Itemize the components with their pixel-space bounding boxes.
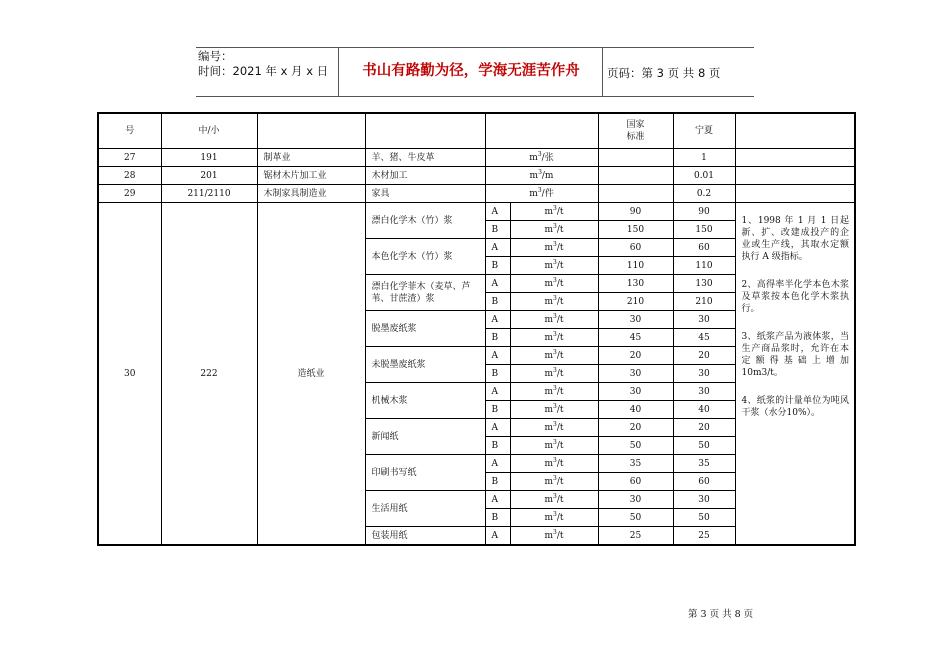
row-product: 本色化学木（竹）浆 — [365, 239, 485, 275]
row-grade: A — [485, 527, 510, 546]
row-unit: $m^3/t$ — [510, 455, 598, 473]
row-unit: $m^3/t$ — [510, 437, 598, 455]
row-grade: A — [485, 455, 510, 473]
row-national: 30 — [598, 383, 673, 401]
row-industry: 锯材木片加工业 — [257, 167, 365, 185]
row-unit: $m^3/t$ — [510, 221, 598, 239]
row-unit: $m^3/t$ — [510, 365, 598, 383]
table-row — [98, 167, 855, 185]
header-cell-number: 号 — [98, 113, 161, 149]
row-unit: $m^3/t$ — [510, 257, 598, 275]
row-grade: A — [485, 203, 510, 221]
row-grade: A — [485, 347, 510, 365]
row-ningxia: 0.01 — [673, 167, 735, 185]
row-unit: $m^3/t$ — [510, 527, 598, 546]
row-number: 28 — [98, 167, 161, 185]
row-unit: $m^3/t$ — [510, 239, 598, 257]
row-national: 150 — [598, 221, 673, 239]
row-national: 110 — [598, 257, 673, 275]
header-cell-remark — [735, 113, 855, 149]
document-number-label: 编号： — [198, 49, 233, 63]
row-unit: $m^3/t$ — [510, 329, 598, 347]
document-time-label: 时间：2021 年 x 月 x 日 — [198, 64, 329, 78]
header-top-rule — [196, 47, 754, 48]
row-ningxia: 60 — [673, 239, 735, 257]
row-ningxia: 20 — [673, 419, 735, 437]
row-unit: $m^3/t$ — [510, 509, 598, 527]
row-national — [598, 149, 673, 167]
row-national — [598, 185, 673, 203]
row-national: 130 — [598, 275, 673, 293]
row-grade: A — [485, 311, 510, 329]
header-cell-national: 国家 标准 — [598, 113, 673, 149]
row-ningxia: 25 — [673, 527, 735, 546]
row-national: 60 — [598, 473, 673, 491]
row-unit: $m^3/t$ — [510, 401, 598, 419]
row-national — [598, 167, 673, 185]
row-national: 90 — [598, 203, 673, 221]
row-product: 新闻纸 — [365, 419, 485, 455]
row-national: 30 — [598, 491, 673, 509]
row-national: 20 — [598, 347, 673, 365]
row-ningxia: 0.2 — [673, 185, 735, 203]
row-national: 30 — [598, 365, 673, 383]
row-grade: B — [485, 437, 510, 455]
row-grade: B — [485, 401, 510, 419]
row-ningxia: 30 — [673, 491, 735, 509]
header-page-label: 页码：第 3 页 共 8 页 — [607, 66, 721, 80]
row-unit: $m^3/t$ — [510, 491, 598, 509]
row-national: 210 — [598, 293, 673, 311]
row-grade: A — [485, 239, 510, 257]
row-unit: $m^3/t$ — [510, 311, 598, 329]
table-row — [98, 203, 855, 221]
row-product: 漂白化学木（竹）浆 — [365, 203, 485, 239]
row-product: 漂白化学菲木（麦草、芦苇、甘蔗渣）浆 — [365, 275, 485, 311]
row-national: 20 — [598, 419, 673, 437]
row-code: 201 — [161, 167, 257, 185]
row-grade: B — [485, 221, 510, 239]
row-national: 50 — [598, 437, 673, 455]
row-ningxia: 30 — [673, 311, 735, 329]
row-grade: B — [485, 509, 510, 527]
row-unit: $m^3/t$ — [510, 419, 598, 437]
header-motto: 书山有路勤为径，学海无涯苦作舟 — [362, 63, 580, 79]
row-national: 40 — [598, 401, 673, 419]
row-unit: $m^3/$件 — [485, 185, 598, 203]
row-ningxia: 210 — [673, 293, 735, 311]
header-cell-industry — [257, 113, 365, 149]
row-unit: $m^3/t$ — [510, 293, 598, 311]
header-cell-ningxia: 宁夏 — [673, 113, 735, 149]
row-grade: A — [485, 419, 510, 437]
row-ningxia: 1 — [673, 149, 735, 167]
row-unit: $m^3/t$ — [510, 203, 598, 221]
row-code: 191 — [161, 149, 257, 167]
row-remark — [735, 185, 855, 203]
row-industry: 制革业 — [257, 149, 365, 167]
page-footer: 第 3 页 共 8 页 — [688, 609, 754, 620]
row-unit: $m^3/t$ — [510, 383, 598, 401]
row-number: 29 — [98, 185, 161, 203]
row-product: 羊、猪、牛皮革 — [365, 149, 485, 167]
row-grade: B — [485, 257, 510, 275]
header-cell-product — [365, 113, 485, 149]
row-ningxia: 35 — [673, 455, 735, 473]
table-row — [98, 185, 855, 203]
header-meta — [198, 49, 338, 79]
row-product: 家具 — [365, 185, 485, 203]
row-product: 机械木浆 — [365, 383, 485, 419]
row-product: 包装用纸 — [365, 527, 485, 546]
row-ningxia: 150 — [673, 221, 735, 239]
row-ningxia: 50 — [673, 437, 735, 455]
row-industry: 木制家具制造业 — [257, 185, 365, 203]
row-remark — [735, 167, 855, 185]
row-ningxia: 30 — [673, 383, 735, 401]
row-grade: B — [485, 293, 510, 311]
row-grade: A — [485, 275, 510, 293]
header-divider-left — [338, 47, 339, 96]
row-national: 50 — [598, 509, 673, 527]
row-ningxia: 90 — [673, 203, 735, 221]
row-ningxia: 45 — [673, 329, 735, 347]
header-bottom-rule — [196, 96, 754, 97]
header-divider-right — [602, 47, 603, 96]
row-product: 木材加工 — [365, 167, 485, 185]
row-ningxia: 130 — [673, 275, 735, 293]
row-national: 35 — [598, 455, 673, 473]
row-industry: 造纸业 — [257, 203, 365, 546]
row-product: 生活用纸 — [365, 491, 485, 527]
table-row — [98, 149, 855, 167]
row-remark — [735, 149, 855, 167]
row-unit: $m^3/m$ — [485, 167, 598, 185]
row-grade: B — [485, 329, 510, 347]
row-national: 45 — [598, 329, 673, 347]
row-number: 27 — [98, 149, 161, 167]
row-code: 211/2110 — [161, 185, 257, 203]
row-ningxia: 50 — [673, 509, 735, 527]
row-ningxia: 30 — [673, 365, 735, 383]
row-ningxia: 40 — [673, 401, 735, 419]
row-ningxia: 60 — [673, 473, 735, 491]
water-quota-table — [97, 112, 856, 546]
row-product: 印刷书写纸 — [365, 455, 485, 491]
remark-notes: 1、1998 年 1 月 1 日起新、扩、改建成投产的企业或生产线，其取水定额执行 A 级指标。 2、高得率半化学本色木浆及草浆按本色化学木浆执行。 3、纸浆产品为液体浆，当生产商品浆时，允许在本定额得基础上增加10m3/t。 4、纸浆的计量单位为吨风干浆（水分10%）。 — [735, 203, 855, 546]
row-grade: A — [485, 491, 510, 509]
row-unit: $m^3/$张 — [485, 149, 598, 167]
row-grade: B — [485, 365, 510, 383]
row-unit: $m^3/t$ — [510, 347, 598, 365]
row-ningxia: 110 — [673, 257, 735, 275]
header-cell-size: 中/小 — [161, 113, 257, 149]
row-product: 未脱墨废纸浆 — [365, 347, 485, 383]
row-national: 60 — [598, 239, 673, 257]
row-national: 25 — [598, 527, 673, 546]
row-national: 30 — [598, 311, 673, 329]
row-product: 脱墨废纸浆 — [365, 311, 485, 347]
row-ningxia: 20 — [673, 347, 735, 365]
table-header-row — [98, 113, 855, 149]
row-number: 30 — [98, 203, 161, 546]
row-unit: $m^3/t$ — [510, 275, 598, 293]
row-unit: $m^3/t$ — [510, 473, 598, 491]
row-grade: B — [485, 473, 510, 491]
header-cell-unit — [485, 113, 598, 149]
row-code: 222 — [161, 203, 257, 546]
row-grade: A — [485, 383, 510, 401]
